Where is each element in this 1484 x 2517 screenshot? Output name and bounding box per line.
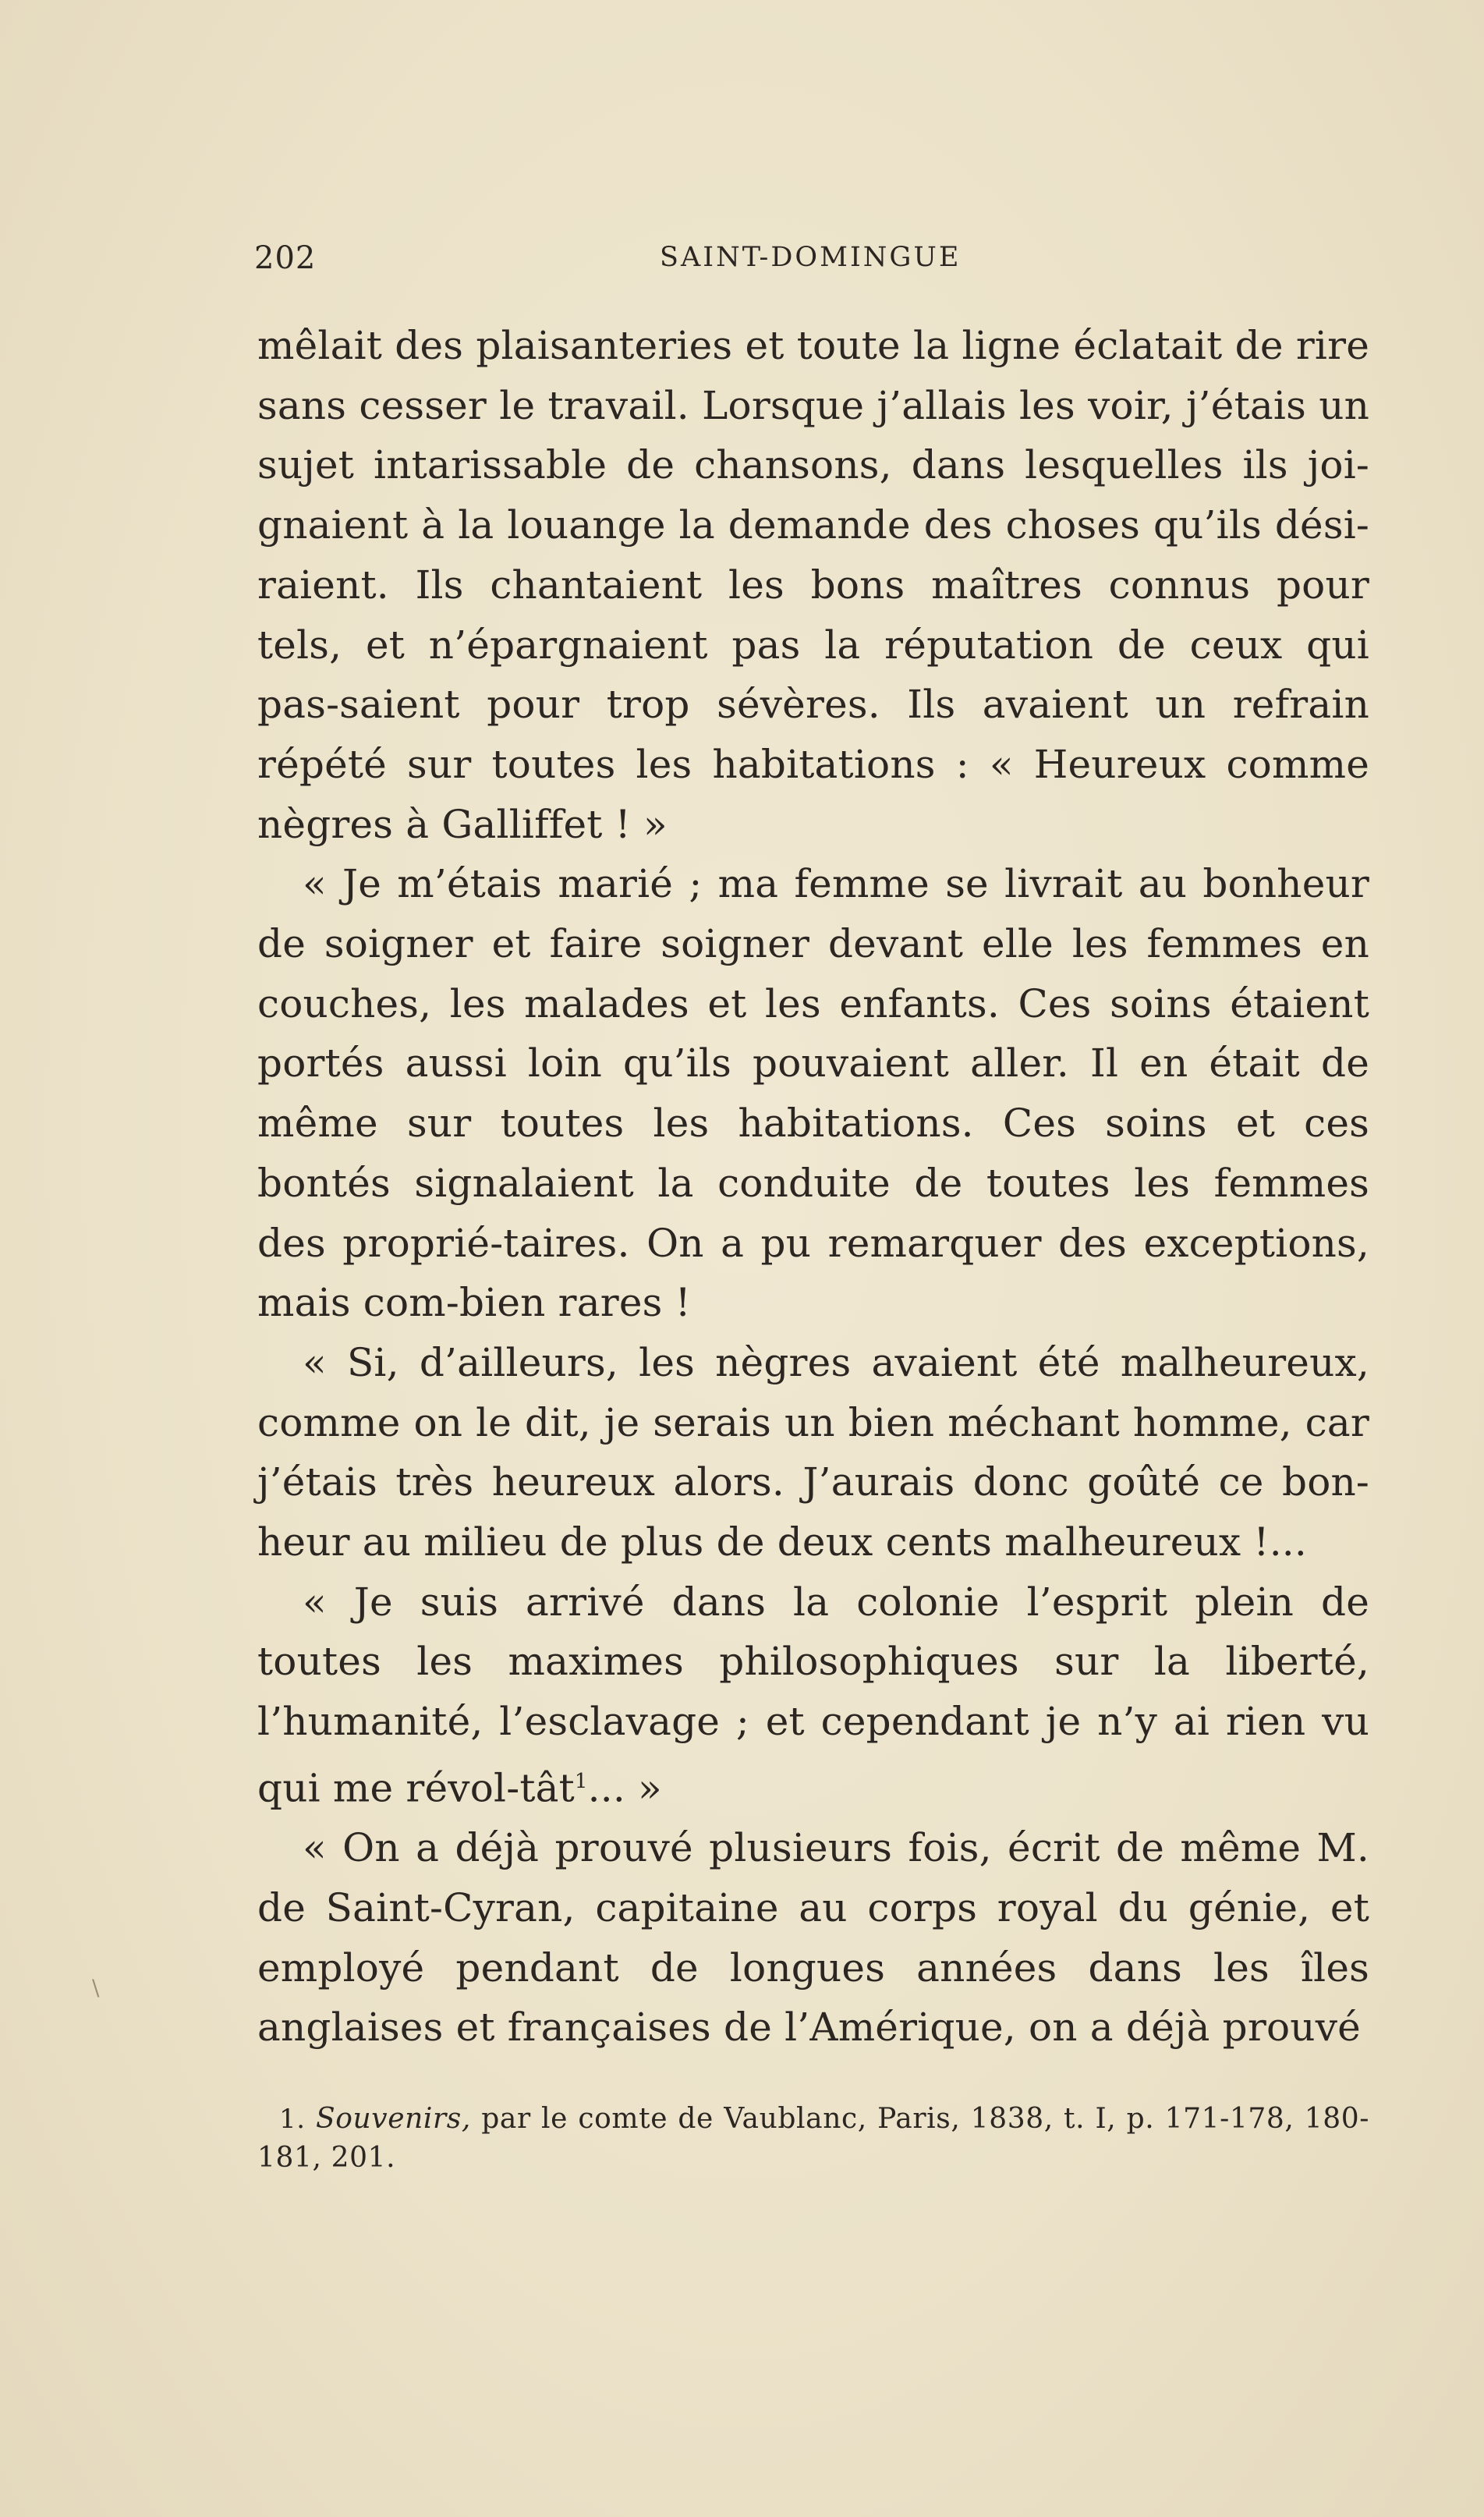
- footnote-title: Souvenirs,: [315, 2103, 471, 2135]
- paragraph: [257, 1572, 1369, 1818]
- footnote-text: par le comte de Vaublanc, Paris, 1838, t. I, p. 171-178, 180-181, 201.: [257, 2103, 1369, 2174]
- footnote: [257, 2100, 1369, 2178]
- running-title: SAINT-DOMINGUE: [660, 242, 962, 273]
- paragraph-text: « Je suis arrivé dans la colonie l’esprit plein de toutes les maximes philosophiques sur la liberté, l’humanité, l’esclavage ; et cependant je n’y ai rien vu qui me révol-tât: [257, 1579, 1369, 1811]
- margin-tick: \: [92, 1975, 100, 2001]
- paragraph: « Si, d’ailleurs, les nègres avaient été malheureux, comme on le dit, je serais un bien méchant homme, car j’étais très heureux alors. J’aurais donc goûté ce bon-heur au milieu de plus de deux cents malheureux !...: [257, 1339, 1369, 1565]
- body-text: [257, 316, 1369, 2058]
- footnote-number: 1.: [279, 2104, 306, 2135]
- page-number: 202: [254, 240, 317, 276]
- footnote-reference: 1: [574, 1769, 588, 1793]
- paragraph: « On a déjà prouvé plusieurs fois, écrit de même M. de Saint-Cyran, capitaine au corps royal du génie, et employé pendant de longues années dans les îles anglaises et françaises de l’Amérique, on a déjà prouvé: [257, 1825, 1369, 2051]
- page-header: [254, 240, 1371, 287]
- paragraph: « Je m’étais marié ; ma femme se livrait au bonheur de soigner et faire soigner devant elle les femmes en couches, les malades et les enfants. Ces soins étaient portés aussi loin qu’ils pouvaient aller. Il en était de même sur toutes les habitations. Ces soins et ces bontés signalaient la conduite de toutes les femmes des proprié-taires. On a pu remarquer des exceptions, mais com-bien rares !: [257, 861, 1369, 1326]
- paragraph: mêlait des plaisanteries et toute la ligne éclatait de rire sans cesser le travail. Lorsque j’allais les voir, j’étais un sujet intarissable de chansons, dans lesquelles ils joi-gnaient à la louange la demande des choses qu’ils dési-raient. Ils chantaient les bons maîtres connus pour tels, et n’épargnaient pas la réputation de ceux qui pas-saient pour trop sévères. Ils avaient un refrain répété sur toutes les habitations : « Heureux comme nègres à Galliffet ! »: [257, 323, 1369, 847]
- paragraph-tail: ... »: [587, 1765, 662, 1811]
